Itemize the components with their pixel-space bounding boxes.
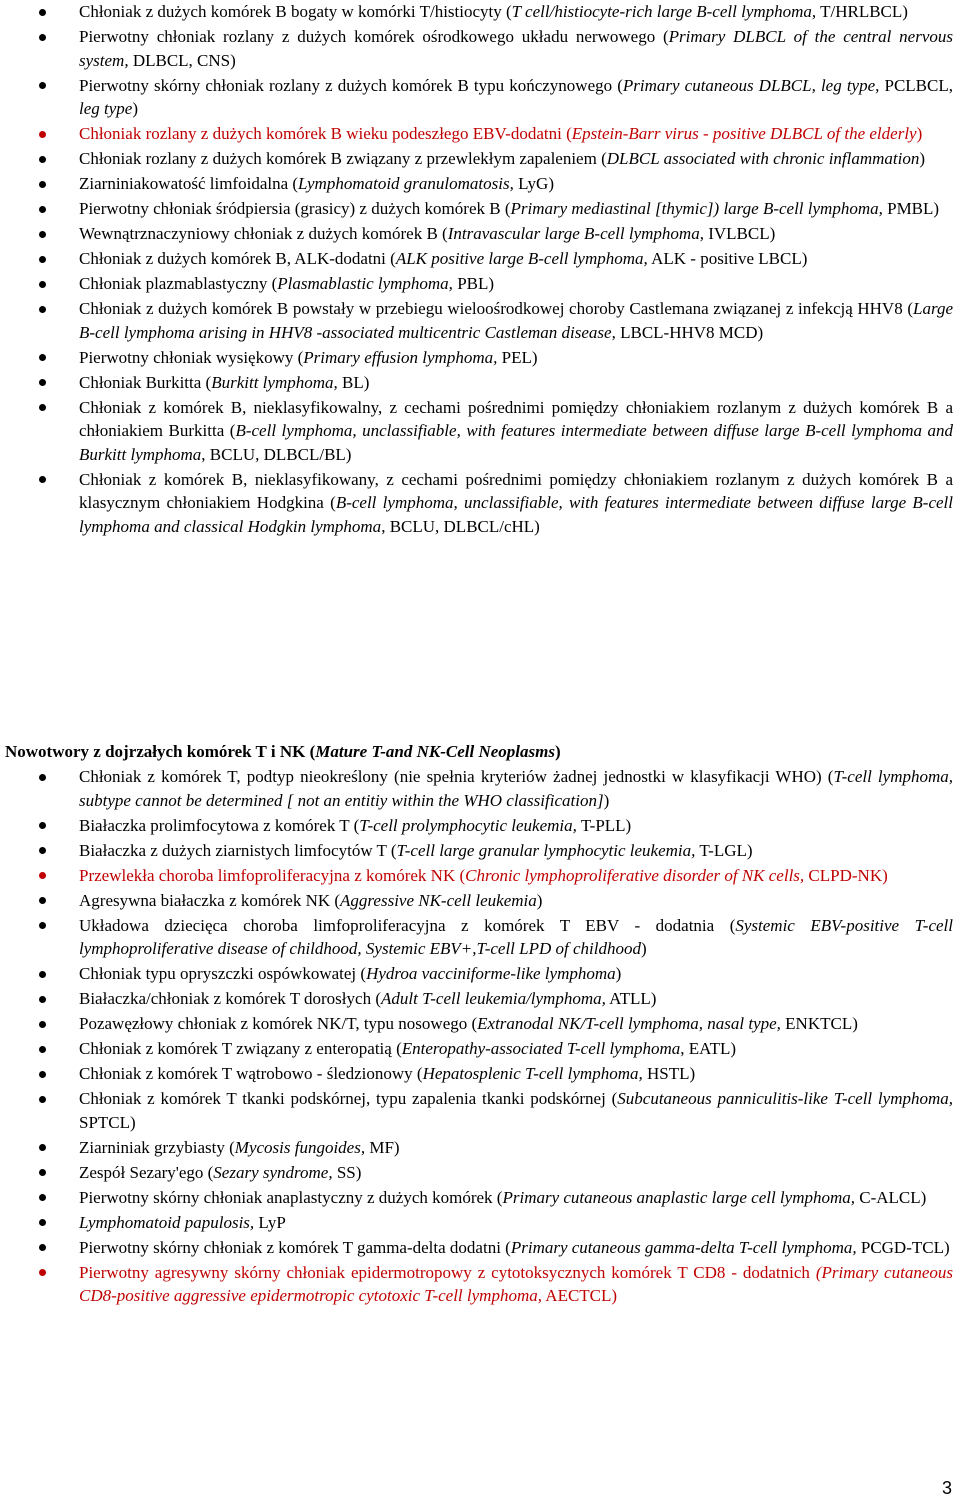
- list-item: [0, 1136, 960, 1160]
- latin-term: Sezary syndrome,: [213, 1162, 333, 1182]
- bullet-icon: [39, 231, 46, 238]
- bullet-icon: [39, 872, 46, 879]
- latin-term: Enteropathy-associated T-cell lymphoma: [401, 1039, 681, 1058]
- latin-term: Epstein-Barr virus - positive DLBCL of the elderly: [571, 124, 917, 143]
- latin-term: T cell/histiocyte-rich large B-cell lymphoma,: [511, 2, 817, 21]
- item-text: Chłoniak rozlany z dużych komórek B związany z przewlekłym zapaleniem (: [79, 149, 607, 168]
- t-nk-neoplasms-section: [0, 765, 960, 1309]
- list-item: [0, 272, 960, 296]
- item-text: T-PLL): [576, 815, 632, 835]
- b-cell-lymphoma-section: [0, 0, 960, 540]
- bullet-icon: [39, 774, 46, 781]
- bullet-icon: [39, 82, 46, 89]
- item-text: Układowa dziecięca choroba limfoproliferacyjna z komórek T EBV - dodatnia (: [79, 915, 736, 935]
- item-text: LBCL-HHV8 MCD): [615, 322, 764, 342]
- list-item: [0, 1261, 960, 1308]
- item-text: Chłoniak z dużych komórek B powstały w przebiegu wieloośrodkowej choroby Castlemana związanej z infekcją HHV8 (: [79, 299, 913, 318]
- bullet-icon: [39, 206, 46, 213]
- latin-term: Aggressive NK-cell leukemia: [340, 890, 537, 910]
- latin-term: Hepatosplenic T-cell lymphoma,: [422, 1064, 643, 1083]
- list-item: [0, 1062, 960, 1086]
- latin-term: Hydroa vacciniforme-like lymphoma: [366, 964, 616, 983]
- b-cell-lymphoma-list: [0, 0, 960, 538]
- item-text: T-LGL): [695, 840, 753, 860]
- item-text: AECTCL): [541, 1286, 618, 1305]
- latin-term: Large B-cell lymphoma arising in HHV8 -associated multicentric Castleman disease,: [79, 299, 953, 342]
- list-item: [0, 814, 960, 838]
- bullet-icon: [39, 971, 46, 978]
- bullet-icon: [39, 1219, 46, 1226]
- list-item: [0, 987, 960, 1011]
- latin-term: leg type: [79, 99, 133, 118]
- latin-term: Primary cutaneous anaplastic large cell lymphoma,: [502, 1187, 856, 1207]
- item-text: Chłoniak z dużych komórek B bogaty w komórki T/histiocyty (: [79, 2, 512, 21]
- bullet-icon: [39, 922, 46, 929]
- item-text: MF): [365, 1137, 400, 1157]
- list-item: [0, 147, 960, 171]
- latin-term: Primary mediastinal [thymic]) large B-cell lymphoma,: [510, 199, 883, 218]
- item-text: Pierwotny chłoniak wysiękowy (: [79, 347, 304, 367]
- latin-term: Lymphomatoid granulomatosis,: [298, 174, 514, 193]
- list-item: [0, 247, 960, 271]
- item-text: T/HRLBCL): [816, 2, 908, 21]
- bullet-icon: [39, 181, 46, 188]
- item-text: Białaczka/chłoniak z komórek T dorosłych (: [79, 989, 381, 1008]
- latin-term: Burkitt lymphoma,: [211, 372, 338, 392]
- item-text: PCGD-TCL): [856, 1237, 950, 1257]
- latin-term: Chronic lymphoproliferative disorder of NK cells,: [465, 865, 805, 885]
- latin-term: Plasmablastic lymphoma,: [277, 274, 453, 293]
- list-item: [0, 1087, 960, 1134]
- item-text: , BCLU, DLBCL/BL): [201, 444, 352, 464]
- item-text: ENKTCL): [780, 1014, 858, 1033]
- item-text: Pierwotny skórny chłoniak anaplastyczny z dużych komórek (: [79, 1187, 503, 1207]
- bullet-icon: [39, 476, 46, 483]
- bullet-icon: [39, 34, 46, 41]
- bullet-icon: [39, 379, 46, 386]
- item-text: ): [536, 890, 543, 910]
- bullet-icon: [39, 354, 46, 361]
- item-text: Ziarniniakowatość limfoidalna (: [79, 174, 299, 193]
- item-text: PMBL): [882, 199, 940, 218]
- list-item: [0, 765, 960, 812]
- item-text: SPTCL): [79, 1112, 136, 1132]
- item-text: Wewnątrznaczyniowy chłoniak z dużych komórek B (: [79, 224, 448, 243]
- bullet-icon: [39, 1144, 46, 1151]
- item-text: C-ALCL): [855, 1187, 927, 1207]
- bullet-icon: [39, 156, 46, 163]
- bullet-icon: [39, 306, 46, 313]
- item-text: Chłoniak z komórek B, nieklasyfikowalny, z cechami pośrednimi pomiędzy chłoniakiem rozlanym z dużych komórek B a chłoniakiem Burkitta (: [79, 397, 953, 440]
- list-item: [0, 1161, 960, 1185]
- item-text: PCLBCL,: [879, 75, 953, 95]
- item-text: Agresywna białaczka z komórek NK (: [79, 890, 341, 910]
- item-text: Chłoniak z komórek T wątrobowo - śledzionowy (: [79, 1064, 423, 1083]
- latin-term: Subcutaneous panniculitis-like T-cell lymphoma,: [617, 1089, 953, 1108]
- item-text: ): [603, 790, 610, 810]
- latin-term: T-cell large granular lymphocytic leukemia,: [396, 840, 696, 860]
- item-text: BL): [337, 372, 370, 392]
- item-text: Chłoniak z komórek T związany z enteropatią (: [79, 1039, 402, 1058]
- latin-term: DLBCL associated with chronic inflammation: [606, 149, 920, 168]
- list-item: [0, 468, 960, 539]
- latin-term: Primary DLBCL of the central nervous system,: [79, 27, 953, 70]
- bullet-icon: [39, 996, 46, 1003]
- item-text: Chłoniak plazmablastyczny (: [79, 274, 278, 293]
- latin-term: Primary cutaneous gamma-delta T-cell lymphoma,: [510, 1237, 857, 1257]
- list-item: [0, 962, 960, 986]
- latin-term: ALK positive large B-cell lymphoma,: [395, 249, 648, 268]
- item-text: LyP: [254, 1212, 286, 1232]
- item-text: IVLBCL): [703, 224, 776, 243]
- bullet-icon: [39, 404, 46, 411]
- list-item: [0, 1186, 960, 1210]
- item-text: SS): [332, 1162, 362, 1182]
- list-item: [0, 1236, 960, 1260]
- item-text: Pierwotny chłoniak śródpiersia (grasicy) z dużych komórek B (: [79, 199, 511, 218]
- latin-term: (Primary cutaneous CD8-positive aggressive epidermotropic cytotoxic T-cell lymphoma,: [79, 1262, 953, 1305]
- latin-term: Extranodal NK/T-cell lymphoma, nasal type,: [477, 1014, 781, 1033]
- section-heading-t-nk-neoplasms: [5, 740, 561, 763]
- latin-term: Intravascular large B-cell lymphoma,: [447, 224, 704, 243]
- list-item: [0, 914, 960, 961]
- bullet-icon: [39, 1071, 46, 1078]
- item-text: ): [916, 124, 923, 143]
- bullet-icon: [39, 1096, 46, 1103]
- bullet-icon: [39, 1046, 46, 1053]
- item-text: PEL): [497, 347, 538, 367]
- item-text: Chłoniak Burkitta (: [79, 372, 212, 392]
- latin-term: Primary effusion lymphoma,: [303, 347, 498, 367]
- list-item: [0, 839, 960, 863]
- list-item: [0, 889, 960, 913]
- latin-term: Mycosis fungoides,: [234, 1137, 366, 1157]
- item-text: Chłoniak z dużych komórek B, ALK-dodatni (: [79, 249, 396, 268]
- bullet-icon: [39, 1269, 46, 1276]
- heading-text: ): [555, 742, 561, 761]
- item-text: PBL): [452, 274, 495, 293]
- list-item: [0, 396, 960, 467]
- bullet-icon: [39, 9, 46, 16]
- latin-term: Primary cutaneous DLBCL, leg type,: [622, 75, 880, 95]
- bullet-icon: [39, 256, 46, 263]
- bullet-icon: [39, 1169, 46, 1176]
- list-item: [0, 297, 960, 344]
- item-text: Chłoniak z komórek T tkanki podskórnej, typu zapalenia tkanki podskórnej (: [79, 1089, 618, 1108]
- list-item: [0, 1012, 960, 1036]
- item-text: Zespół Sezary'ego (: [79, 1162, 214, 1182]
- bullet-icon: [39, 281, 46, 288]
- list-item: [0, 172, 960, 196]
- item-text: ALK - positive LBCL): [647, 249, 808, 268]
- list-item: [0, 346, 960, 370]
- item-text: Chłoniak typu opryszczki ospówkowatej (: [79, 964, 367, 983]
- item-text: , BCLU, DLBCL/cHL): [381, 516, 540, 536]
- list-item: [0, 864, 960, 888]
- list-item: [0, 74, 960, 121]
- latin-term: Lymphomatoid papulosis,: [79, 1212, 255, 1232]
- item-text: Pierwotny skórny chłoniak z komórek T gamma-delta dodatni (: [79, 1237, 511, 1257]
- item-text: Pierwotny chłoniak rozlany z dużych komórek ośrodkowego układu nerwowego (: [79, 27, 669, 46]
- item-text: ): [615, 964, 622, 983]
- item-text: Chłoniak z komórek T, podtyp nieokreślony (nie spełnia kryteriów żadnej jednostki w klasyfikacji WHO) (: [79, 767, 834, 786]
- bullet-icon: [39, 1194, 46, 1201]
- list-item: [0, 371, 960, 395]
- item-text: Przewlekła choroba limfoproliferacyjna z komórek NK (: [79, 865, 466, 885]
- item-text: Chłoniak rozlany z dużych komórek B wieku podeszłego EBV-dodatni (: [79, 124, 572, 143]
- heading-text: Nowotwory z dojrzałych komórek T i NK (: [5, 742, 316, 761]
- bullet-icon: [39, 897, 46, 904]
- bullet-icon: [39, 847, 46, 854]
- item-text: , EATL): [680, 1039, 737, 1058]
- t-nk-neoplasms-list: [0, 765, 960, 1308]
- item-text: DLBCL, CNS): [128, 50, 236, 70]
- item-text: ): [640, 939, 647, 958]
- item-text: Pozawęzłowy chłoniak z komórek NK/T, typu nosowego (: [79, 1014, 478, 1033]
- latin-term: T-cell lymphoma, subtype cannot be determined [ not an entitiy within the WHO classification]: [79, 767, 954, 810]
- item-text: Pierwotny skórny chłoniak rozlany z dużych komórek B typu kończynowego (: [79, 75, 623, 95]
- item-text: Ziarniniak grzybiasty (: [79, 1137, 235, 1157]
- item-text: Białaczka z dużych ziarnistych limfocytów T (: [79, 840, 397, 860]
- item-text: Pierwotny agresywny skórny chłoniak epidermotropowy z cytotoksycznych komórek T CD8 - dodatnich: [79, 1262, 816, 1282]
- item-text: HSTL): [642, 1064, 696, 1083]
- bullet-icon: [39, 131, 46, 138]
- latin-term: T-cell prolymphocytic leukemia,: [359, 815, 577, 835]
- list-item: [0, 197, 960, 221]
- list-item: [0, 1211, 960, 1235]
- item-text: CLPD-NK): [804, 865, 888, 885]
- item-text: ): [919, 149, 926, 168]
- item-text: Chłoniak z komórek B, nieklasyfikowany, z cechami pośrednimi pomiędzy chłoniakiem rozlanym z dużych komórek B a klasycznym chłoniakiem Hodgkina (: [79, 469, 953, 512]
- list-item: [0, 222, 960, 246]
- list-item: [0, 122, 960, 146]
- list-item: [0, 1037, 960, 1061]
- item-text: LyG): [513, 174, 554, 193]
- page-number: 3: [941, 1478, 952, 1498]
- item-text: ATLL): [605, 989, 657, 1008]
- item-text: ): [132, 99, 139, 118]
- latin-term: B-cell lymphoma, unclassifiable, with features intermediate between diffuse large B-cell lymphoma and Burkitt lymphoma: [79, 421, 954, 464]
- bullet-icon: [39, 822, 46, 829]
- item-text: Białaczka prolimfocytowa z komórek T (: [79, 815, 360, 835]
- latin-term: Systemic EBV-positive T-cell lymphoproliferative disease of childhood, Systemic EBV+,T-cell LPD of childhood: [79, 915, 953, 958]
- bullet-icon: [39, 1021, 46, 1028]
- latin-term: B-cell lymphoma, unclassifiable, with features intermediate between diffuse large B-cell lymphoma and classical Hodgkin lymphoma: [79, 493, 953, 536]
- heading-text: Mature T-and NK-Cell Neoplasms: [315, 742, 555, 761]
- list-item: [0, 0, 960, 24]
- list-item: [0, 25, 960, 72]
- latin-term: Adult T-cell leukemia/lymphoma,: [380, 989, 606, 1008]
- bullet-icon: [39, 1244, 46, 1251]
